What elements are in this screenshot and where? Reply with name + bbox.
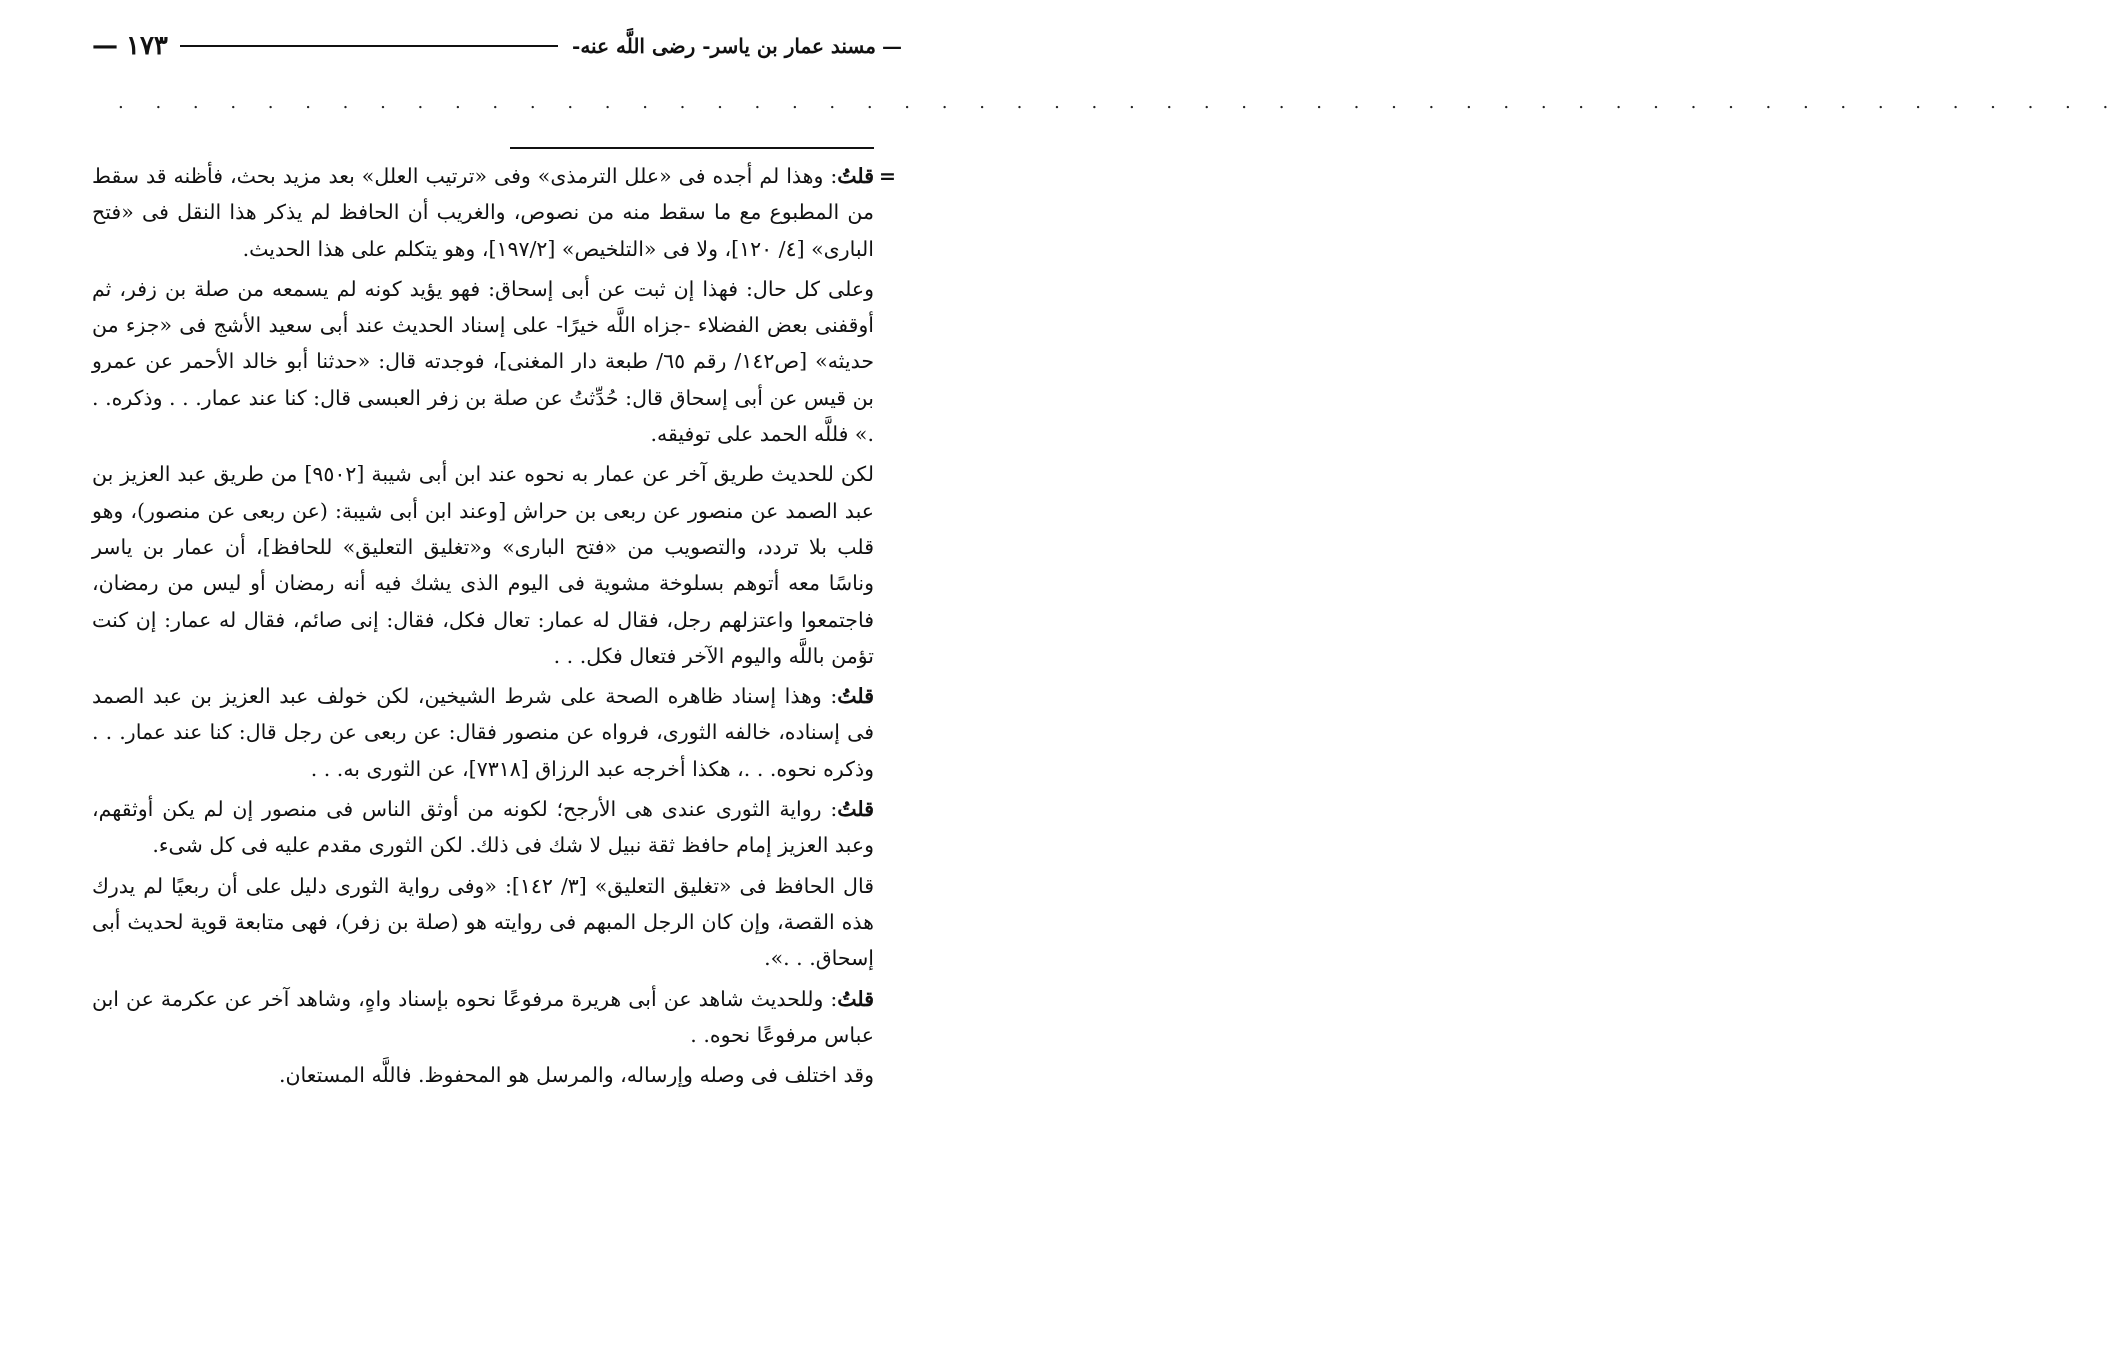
paragraph-lead: قلتُ	[837, 986, 874, 1011]
paragraph-lead: قلتُ	[837, 797, 874, 822]
paragraph-text: : رواية الثورى عندى هى الأرجح؛ لكونه من أوثق الناس فى منصور إن لم يكن أوثقهم، وعبد العزيز إمام حافظ ثقة نبيل لا شك فى ذلك. لكن الثورى مقدم عليه فى كل شىء.	[92, 797, 874, 858]
running-header	[92, 26, 902, 66]
paragraph	[92, 981, 874, 1054]
paragraph	[92, 791, 874, 864]
paragraph	[92, 868, 874, 977]
header-rule	[180, 45, 558, 47]
paragraph-lead: قلتُ	[837, 684, 874, 709]
running-title: —مسند عمار بن ياسر- رضى اللَّه عنه-	[572, 34, 902, 58]
continuation-mark: =	[878, 164, 896, 188]
paragraph-text: وعلى كل حال: فهذا إن ثبت عن أبى إسحاق: فهو يؤيد كونه لم يسمعه من صلة بن زفر، ثم أوقفنى بعض الفضلاء -جزاه اللَّه خيرًا- على إسناد الحديث عند أبى سعيد الأشج فى «جزء من حديثه» [ص١٤٢/ رقم ٦٥/ طبعة دار المغنى]، فوجدته قال: «حدثنا أبو خالد الأحمر عن عمرو بن قيس عن أبى إسحاق قال: حُدِّثتُ عن صلة بن زفر العبسى قال: كنا عند عمار. . . وذكره. . .» فللَّه الحمد على توفيقه.	[92, 276, 875, 447]
paragraph	[92, 158, 896, 267]
dotted-separator: . . . . . . . . . . . . . . . . . . . . . . . . . . . . . . . . . . . . . . . . . . . . . . . . . . . . . .	[118, 92, 2121, 113]
paragraph-text: : وهذا إسناد ظاهره الصحة على شرط الشيخين، لكن خولف عبد العزيز بن عبد الصمد فى إسناده، خالفه الثورى، فرواه عن منصور فقال: عن ربعى عن رجل قال: كنا عند عمار. . . وذكره نحوه. . .، هكذا أخرجه عبد الرزاق [٧٣١٨]، عن الثورى به. . .	[92, 684, 874, 781]
paragraph-text: قال الحافظ فى «تغليق التعليق» [٣/ ١٤٢]: «وفى رواية الثورى دليل على أن ربعيًا لم يدرك هذه القصة، وإن كان الرجل المبهم فى روايته هو (صلة بن زفر)، فهى متابعة قوية لحديث أبى إسحاق. . .».	[92, 873, 874, 971]
paragraph	[92, 678, 874, 787]
paragraph-text: لكن للحديث طريق آخر عن عمار به نحوه عند ابن أبى شيبة [٩٥٠٢] من طريق عبد العزيز بن عبد الصمد عن منصور عن ربعى بن حراش [وعند ابن أبى شيبة: (عن ربعى عن منصور)، وهو قلب بلا تردد، والتصويب من «فتح البارى» و«تغليق التعليق» للحافظ]، أن عمار بن ياسر وناسًا معه أتوهم بسلوخة مشوية فى اليوم الذى يشك فيه أنه رمضان أو ليس من رمضان، فاجتمعوا واعتزلهم رجل، فقال له عمار: تعال فكل، فقال: إنى صائم، فقال له عمار: إن كنت تؤمن باللَّه واليوم الآخر فتعال فكل. . .	[92, 462, 874, 668]
paragraph-lead: قلتُ	[837, 164, 874, 188]
paragraph	[92, 271, 874, 452]
body-text	[92, 158, 896, 1097]
page-number: ١٧٣—	[92, 31, 168, 61]
paragraph	[92, 1057, 874, 1093]
paragraph-text: وقد اختلف فى وصله وإرساله، والمرسل هو المحفوظ. فاللَّه المستعان.	[278, 1063, 874, 1088]
paragraph-text: : وللحديث شاهد عن أبى هريرة مرفوعًا نحوه بإسناد واهٍ، وشاهد آخر عن عكرمة عن ابن عباس مرفوعًا نحوه. .	[92, 986, 874, 1047]
footnote-rule	[510, 147, 874, 149]
paragraph	[92, 456, 874, 674]
paragraph-text: : وهذا لم أجده فى «علل الترمذى» وفى «ترتيب العلل» بعد مزيد بحث، فأظنه قد سقط من المطبوع مع ما سقط منه من نصوص، والغريب أن الحافظ لم يذكر هذا النقل فى «فتح البارى» [٤/ ١٢٠]، ولا فى «التلخيص» [١٩٧/٢]، وهو يتكلم على هذا الحديث.	[92, 164, 874, 261]
